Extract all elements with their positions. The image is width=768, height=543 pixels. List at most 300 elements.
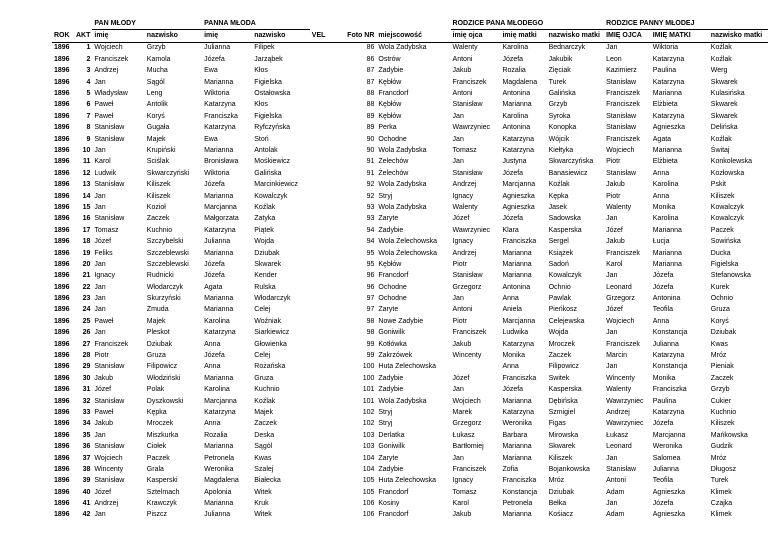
group-header-row	[52, 18, 768, 30]
table-row	[52, 157, 768, 168]
cell-bride-surname: Koźlak	[254, 397, 276, 405]
cell-groom-mother: Marcjanna	[502, 317, 536, 325]
cell-bride-first-name: Marianna	[204, 443, 234, 451]
cell-record-number: 12	[82, 169, 91, 177]
cell-photo-number: 93	[366, 215, 375, 223]
table-row	[52, 88, 768, 99]
cell-bride-father: Franciszek	[606, 135, 640, 143]
cell-groom-first-name: Stanisław	[94, 477, 125, 485]
cell-groom-surname: Kuchnio	[146, 226, 173, 234]
cell-bride-father: Jakub	[606, 181, 625, 189]
cell-place: Wola Zadybska	[378, 397, 427, 405]
cell-photo-number: 86	[366, 44, 375, 52]
table-row	[52, 464, 768, 475]
table-row	[52, 100, 768, 111]
cell-bride-mother-surname: Figielska	[710, 260, 739, 268]
cell-bride-surname: Siarkiewicz	[254, 329, 290, 337]
cell-bride-mother-surname: Klimek	[710, 488, 732, 496]
cell-vel	[310, 123, 341, 134]
cell-bride-father: Wojciech	[606, 317, 635, 325]
cell-groom-first-name: Józef	[94, 386, 112, 394]
header-groom-first-name: imię	[92, 30, 144, 42]
cell-vel	[310, 88, 341, 99]
cell-bride-father: Wincenty	[606, 374, 635, 382]
cell-place: Ostrów	[378, 55, 401, 63]
cell-bride-mother-surname: Kiliszek	[710, 420, 735, 428]
cell-place: Zadybie	[378, 226, 404, 234]
cell-bride-father: Wojciech	[606, 146, 635, 154]
cell-bride-first-name: Józefa	[204, 181, 225, 189]
cell-bride-first-name: Marianna	[204, 306, 234, 314]
cell-bride-mother: Józefa	[652, 283, 674, 291]
cell-vel	[310, 77, 341, 88]
cell-place: Zadybie	[378, 386, 404, 394]
cell-year: 1896	[54, 454, 70, 462]
header-groom-surname: nazwisko	[145, 30, 202, 42]
cell-bride-surname: Głowienka	[254, 340, 287, 348]
header-groom-mother-surname: nazwisko matki	[547, 30, 604, 42]
cell-groom-mother-surname: Mróz	[548, 477, 565, 485]
cell-groom-mother-surname: Grzyb	[548, 101, 568, 109]
cell-groom-mother-surname: Mirowska	[548, 431, 579, 439]
cell-bride-surname: Kwas	[254, 454, 272, 462]
cell-photo-number: 95	[366, 260, 375, 268]
cell-groom-surname: Polak	[146, 386, 165, 394]
cell-groom-surname: Kamola	[146, 55, 171, 63]
cell-vel	[310, 339, 341, 350]
cell-bride-mother: Karolina	[652, 181, 679, 189]
cell-groom-first-name: Wincenty	[94, 465, 124, 473]
cell-bride-father: Marcin	[606, 352, 628, 360]
cell-place: Zaryte	[378, 306, 399, 314]
cell-year: 1896	[54, 55, 70, 63]
cell-bride-father: Jan	[606, 272, 618, 280]
cell-photo-number: 97	[366, 306, 375, 314]
cell-bride-mother: Anna	[652, 192, 670, 200]
cell-bride-first-name: Ewa	[204, 135, 218, 143]
cell-year: 1896	[54, 272, 70, 280]
cell-bride-father: Leon	[606, 55, 622, 63]
cell-photo-number: 104	[362, 454, 375, 462]
cell-bride-mother: Łucja	[652, 238, 670, 246]
cell-groom-surname: Sągól	[146, 78, 165, 86]
cell-photo-number: 86	[366, 55, 375, 63]
cell-groom-surname: Kiliszek	[146, 181, 171, 189]
cell-groom-mother: Barbara	[502, 431, 528, 439]
cell-groom-surname: Szczeblewski	[146, 260, 189, 268]
cell-place: Wola Zadybska	[378, 181, 427, 189]
table-row	[52, 419, 768, 430]
cell-vel	[310, 145, 341, 156]
cell-groom-mother-surname: Sadowska	[548, 215, 581, 223]
cell-place: Ochodne	[378, 295, 407, 303]
cell-place: Francdorf	[378, 272, 409, 280]
cell-place: Wola Zadybska	[378, 146, 427, 154]
cell-photo-number: 89	[366, 124, 375, 132]
cell-bride-mother: Paulina	[652, 397, 677, 405]
cell-groom-first-name: Stanisław	[94, 181, 125, 189]
cell-bride-father: Antoni	[606, 477, 626, 485]
cell-bride-first-name: Katarzyna	[204, 329, 236, 337]
cell-vel	[310, 191, 341, 202]
cell-bride-mother: Agnieszka	[652, 124, 686, 132]
cell-bride-first-name: Marcjanna	[204, 397, 237, 405]
cell-photo-number: 92	[366, 192, 375, 200]
cell-place: Zaryte	[378, 454, 399, 462]
cell-bride-mother-surname: Koryś	[710, 317, 729, 325]
cell-record-number: 31	[82, 386, 91, 394]
cell-record-number: 2	[86, 55, 91, 63]
cell-bride-father: Jan	[606, 500, 618, 508]
cell-bride-mother: Teofila	[652, 477, 673, 485]
cell-groom-surname: Kępka	[146, 408, 167, 416]
cell-vel	[310, 350, 341, 361]
cell-groom-father: Walenty	[452, 44, 478, 52]
cell-groom-mother: Franciszka	[502, 374, 537, 382]
cell-place: Wola Żelechowska	[378, 249, 438, 257]
cell-groom-father: Jan	[452, 454, 464, 462]
cell-bride-surname: Kłos	[254, 101, 268, 109]
cell-bride-surname: Galińska	[254, 169, 282, 177]
cell-bride-surname: Koźlak	[254, 203, 276, 211]
cell-groom-mother: Marianna	[502, 260, 532, 268]
cell-bride-father: Franciszek	[606, 101, 640, 109]
cell-bride-first-name: Anna	[204, 420, 221, 428]
cell-year: 1896	[54, 397, 70, 405]
cell-bride-mother-surname: Sowińska	[710, 238, 741, 246]
cell-bride-surname: Deska	[254, 431, 275, 439]
cell-groom-surname: Włodziński	[146, 374, 181, 382]
cell-bride-first-name: Apolonia	[204, 488, 232, 496]
cell-photo-number: 98	[366, 317, 375, 325]
cell-groom-surname: Krawczyk	[146, 500, 177, 508]
header-akt: AKT	[73, 30, 93, 42]
cell-groom-mother-surname: Skwarczyńska	[548, 158, 594, 166]
cell-groom-mother: Marcjanna	[502, 181, 536, 189]
cell-bride-mother-surname: Klimek	[710, 511, 732, 519]
cell-groom-father: Andrzej	[452, 249, 477, 257]
cell-bride-father: Grzegorz	[606, 295, 635, 303]
cell-bride-mother-surname: Mańkowska	[710, 431, 748, 439]
cell-place: Huta Żelechowska	[378, 477, 436, 485]
group-bride-parents: RODZICE PANNY MŁODEJ	[604, 18, 768, 30]
cell-groom-first-name: Paweł	[94, 101, 114, 109]
cell-record-number: 40	[82, 488, 91, 496]
cell-bride-surname: Dziubak	[254, 249, 280, 257]
cell-groom-father: Antoni	[452, 306, 473, 314]
cell-bride-mother: Katarzyna	[652, 78, 685, 86]
cell-bride-mother: Elżbieta	[652, 158, 678, 166]
table-row	[52, 362, 768, 373]
cell-groom-mother: Karolina	[502, 44, 529, 52]
cell-bride-surname: Gruza	[254, 374, 274, 382]
cell-groom-first-name: Jan	[94, 192, 106, 200]
cell-photo-number: 97	[366, 295, 375, 303]
cell-groom-surname: Skwarczyński	[146, 169, 190, 177]
cell-groom-mother-surname: Kępka	[548, 192, 569, 200]
cell-record-number: 16	[82, 215, 91, 223]
cell-vel	[310, 464, 341, 475]
cell-bride-first-name: Karolina	[204, 317, 230, 325]
cell-groom-mother: Marianna	[502, 397, 532, 405]
cell-record-number: 33	[82, 408, 91, 416]
cell-bride-mother: Anna	[652, 317, 670, 325]
cell-bride-mother: Katarzyna	[652, 55, 685, 63]
cell-place: Kębłów	[378, 101, 402, 109]
cell-place: Kotłówka	[378, 340, 407, 348]
cell-groom-surname: Rudnicki	[146, 272, 174, 280]
cell-groom-surname: Gruza	[146, 352, 166, 360]
cell-bride-mother: Marianna	[652, 90, 682, 98]
cell-bride-father: Franciszek	[606, 90, 640, 98]
cell-place: Huta Żelechowska	[378, 363, 436, 371]
cell-bride-mother: Marianna	[652, 260, 682, 268]
table-row	[52, 305, 768, 316]
cell-groom-mother: Franciszka	[502, 477, 537, 485]
cell-bride-mother-surname: Kozłowska	[710, 169, 745, 177]
table-row	[52, 293, 768, 304]
cell-bride-first-name: Anna	[204, 340, 221, 348]
cell-groom-mother: Petronela	[502, 500, 533, 508]
cell-year: 1896	[54, 44, 70, 52]
cell-groom-mother-surname: Jakubik	[548, 55, 573, 63]
cell-groom-surname: Koryś	[146, 112, 165, 120]
cell-groom-mother-surname: Zaczek	[548, 352, 572, 360]
table-row	[52, 316, 768, 327]
cell-bride-mother-surname: Gruza	[710, 306, 730, 314]
cell-photo-number: 94	[366, 226, 375, 234]
cell-groom-first-name: Jan	[94, 431, 106, 439]
cell-bride-mother: Wiktoria	[652, 44, 679, 52]
cell-bride-surname: Białecka	[254, 477, 281, 485]
cell-vel	[310, 100, 341, 111]
cell-vel	[310, 407, 341, 418]
cell-bride-mother-surname: Świtaj	[710, 146, 730, 154]
cell-bride-surname: Witek	[254, 511, 272, 519]
cell-bride-mother-surname: Ducka	[710, 249, 731, 257]
cell-photo-number: 93	[366, 203, 375, 211]
cell-groom-mother-surname: Zięciak	[548, 67, 571, 75]
cell-photo-number: 95	[366, 249, 375, 257]
cell-groom-surname: Szczybelski	[146, 238, 184, 246]
table-row	[52, 476, 768, 487]
cell-bride-mother-surname: Koźlak	[710, 135, 732, 143]
cell-place: Francdorf	[378, 488, 409, 496]
cell-groom-mother-surname: Skwarek	[548, 443, 576, 451]
cell-record-number: 24	[82, 306, 91, 314]
cell-place: Zadybie	[378, 465, 404, 473]
cell-groom-surname: Kozioł	[146, 203, 166, 211]
cell-year: 1896	[54, 260, 70, 268]
cell-groom-father: Ignacy	[452, 192, 474, 200]
cell-groom-mother: Józefa	[502, 55, 524, 63]
cell-year: 1896	[54, 374, 70, 382]
cell-photo-number: 100	[362, 374, 375, 382]
table-row	[52, 282, 768, 293]
cell-vel	[310, 362, 341, 373]
cell-groom-mother: Józefa	[502, 169, 524, 177]
cell-groom-mother-surname: Switek	[548, 374, 570, 382]
cell-bride-surname: Piątek	[254, 226, 274, 234]
cell-bride-mother-surname: Kulasińska	[710, 90, 745, 98]
cell-record-number: 6	[86, 101, 91, 109]
table-row	[52, 373, 768, 384]
table-row	[52, 430, 768, 441]
cell-vel	[310, 179, 341, 190]
table-row	[52, 441, 768, 452]
cell-bride-surname: Sągól	[254, 443, 273, 451]
table-row	[52, 407, 768, 418]
cell-groom-first-name: Stanisław	[94, 135, 125, 143]
cell-groom-surname: Majek	[146, 135, 166, 143]
cell-photo-number: 106	[362, 511, 375, 519]
cell-groom-father: Jan	[452, 158, 464, 166]
cell-photo-number: 88	[366, 90, 375, 98]
cell-groom-mother: Marianna	[502, 454, 532, 462]
cell-photo-number: 101	[362, 386, 375, 394]
cell-groom-first-name: Jan	[94, 283, 106, 291]
cell-bride-father: Adam	[606, 488, 625, 496]
cell-vel	[310, 42, 341, 54]
cell-groom-father: Jan	[452, 112, 464, 120]
group-groom-parents: RODZICE PANA MŁODEGO	[451, 18, 605, 30]
cell-year: 1896	[54, 238, 70, 246]
cell-groom-father: Stanisław	[452, 169, 483, 177]
cell-bride-surname: Antolak	[254, 146, 278, 154]
header-bride-father: IMIĘ OJCA	[604, 30, 651, 42]
cell-place: Ochodne	[378, 283, 407, 291]
cell-groom-mother: Ludwika	[502, 329, 529, 337]
cell-year: 1896	[54, 203, 70, 211]
cell-groom-first-name: Ludwik	[94, 169, 117, 177]
cell-groom-first-name: Jan	[94, 295, 106, 303]
cell-bride-father: Jan	[606, 454, 618, 462]
cell-bride-mother-surname: Dziubak	[710, 329, 737, 337]
cell-vel	[310, 373, 341, 384]
cell-record-number: 41	[82, 500, 91, 508]
cell-year: 1896	[54, 124, 70, 132]
cell-record-number: 35	[82, 431, 91, 439]
cell-record-number: 21	[82, 272, 91, 280]
table-row	[52, 339, 768, 350]
cell-year: 1896	[54, 465, 70, 473]
cell-vel	[310, 441, 341, 452]
cell-bride-mother: Weronika	[652, 443, 683, 451]
cell-bride-father: Stanisław	[606, 169, 637, 177]
cell-groom-mother-surname: Wojda	[548, 329, 569, 337]
cell-groom-mother: Zofia	[502, 465, 519, 473]
cell-groom-mother-surname: Figas	[548, 420, 566, 428]
cell-bride-father: Leonard	[606, 443, 632, 451]
cell-place: Nowe Zadybie	[378, 317, 424, 325]
cell-groom-first-name: Jan	[94, 260, 106, 268]
cell-record-number: 4	[86, 78, 91, 86]
cell-groom-mother-surname: Turek	[548, 78, 567, 86]
cell-bride-father: Franciszek	[606, 340, 640, 348]
cell-groom-mother-surname: Pieńkosz	[548, 306, 577, 314]
cell-groom-father: Wawrzyniec	[452, 226, 491, 234]
cell-bride-father: Adam	[606, 511, 625, 519]
cell-vel	[310, 111, 341, 122]
table-row	[52, 453, 768, 464]
cell-place: Zakrzówek	[378, 352, 413, 360]
cell-bride-mother-surname: Ochnio	[710, 295, 733, 303]
table-row	[52, 328, 768, 339]
cell-bride-first-name: Katarzyna	[204, 124, 236, 132]
cell-record-number: 13	[82, 181, 91, 189]
cell-record-number: 19	[82, 249, 91, 257]
cell-bride-mother-surname: Kiliszek	[710, 192, 735, 200]
cell-groom-father: Antoni	[452, 55, 473, 63]
cell-bride-first-name: Wiktoria	[204, 90, 230, 98]
table-row	[52, 54, 768, 65]
cell-groom-mother: Antonina	[502, 90, 531, 98]
cell-place: Stryj	[378, 408, 393, 416]
cell-bride-first-name: Julianna	[204, 44, 231, 52]
cell-place: Żelechów	[378, 169, 409, 177]
cell-groom-first-name: Józef	[94, 238, 112, 246]
cell-photo-number: 87	[366, 78, 375, 86]
cell-groom-mother: Konstancja	[502, 488, 538, 496]
cell-bride-surname: Kuchnio	[254, 386, 280, 394]
cell-groom-father: Ignacy	[452, 477, 474, 485]
cell-bride-father: Józef	[606, 306, 623, 314]
cell-bride-mother: Julianna	[652, 465, 679, 473]
cell-photo-number: 103	[362, 431, 375, 439]
cell-year: 1896	[54, 181, 70, 189]
group-bride: PANNA MŁODA	[202, 18, 310, 30]
cell-groom-mother: Anna	[502, 363, 519, 371]
cell-photo-number: 96	[366, 272, 375, 280]
column-header-row	[52, 30, 768, 42]
cell-groom-surname: Ściślak	[146, 158, 169, 166]
records-body	[52, 42, 768, 521]
cell-groom-mother: Marianna	[502, 101, 532, 109]
cell-record-number: 15	[82, 203, 91, 211]
cell-bride-father: Stanisław	[606, 124, 637, 132]
cell-bride-father: Leonard	[606, 283, 632, 291]
cell-vel	[310, 214, 341, 225]
cell-year: 1896	[54, 226, 70, 234]
cell-bride-mother: Katarzyna	[652, 408, 685, 416]
cell-record-number: 27	[82, 340, 91, 348]
table-row	[52, 259, 768, 270]
cell-bride-mother: Monika	[652, 374, 676, 382]
table-row	[52, 225, 768, 236]
header-bride-surname: nazwisko	[252, 30, 310, 42]
cell-photo-number: 104	[362, 465, 375, 473]
cell-vel	[310, 476, 341, 487]
cell-bride-first-name: Bronisława	[204, 158, 239, 166]
cell-groom-mother-surname: Celejewska	[548, 317, 585, 325]
cell-year: 1896	[54, 329, 70, 337]
cell-vel	[310, 202, 341, 213]
cell-groom-mother: Franciszka	[502, 238, 537, 246]
cell-place: Goniwilk	[378, 329, 405, 337]
header-bride-first-name: imię	[202, 30, 252, 42]
cell-bride-mother: Marcjanna	[652, 431, 686, 439]
cell-groom-first-name: Jan	[94, 146, 106, 154]
cell-groom-mother: Anna	[502, 295, 519, 303]
cell-bride-first-name: Marianna	[204, 249, 234, 257]
cell-bride-first-name: Franciszka	[204, 112, 238, 120]
cell-bride-father: Piotr	[606, 158, 621, 166]
cell-bride-mother-surname: Kowalczyk	[710, 215, 744, 223]
cell-bride-first-name: Józefa	[204, 260, 225, 268]
header-groom-mother: imię matki	[500, 30, 546, 42]
cell-place: Żelechów	[378, 158, 409, 166]
cell-groom-mother-surname: Pawlak	[548, 295, 572, 303]
